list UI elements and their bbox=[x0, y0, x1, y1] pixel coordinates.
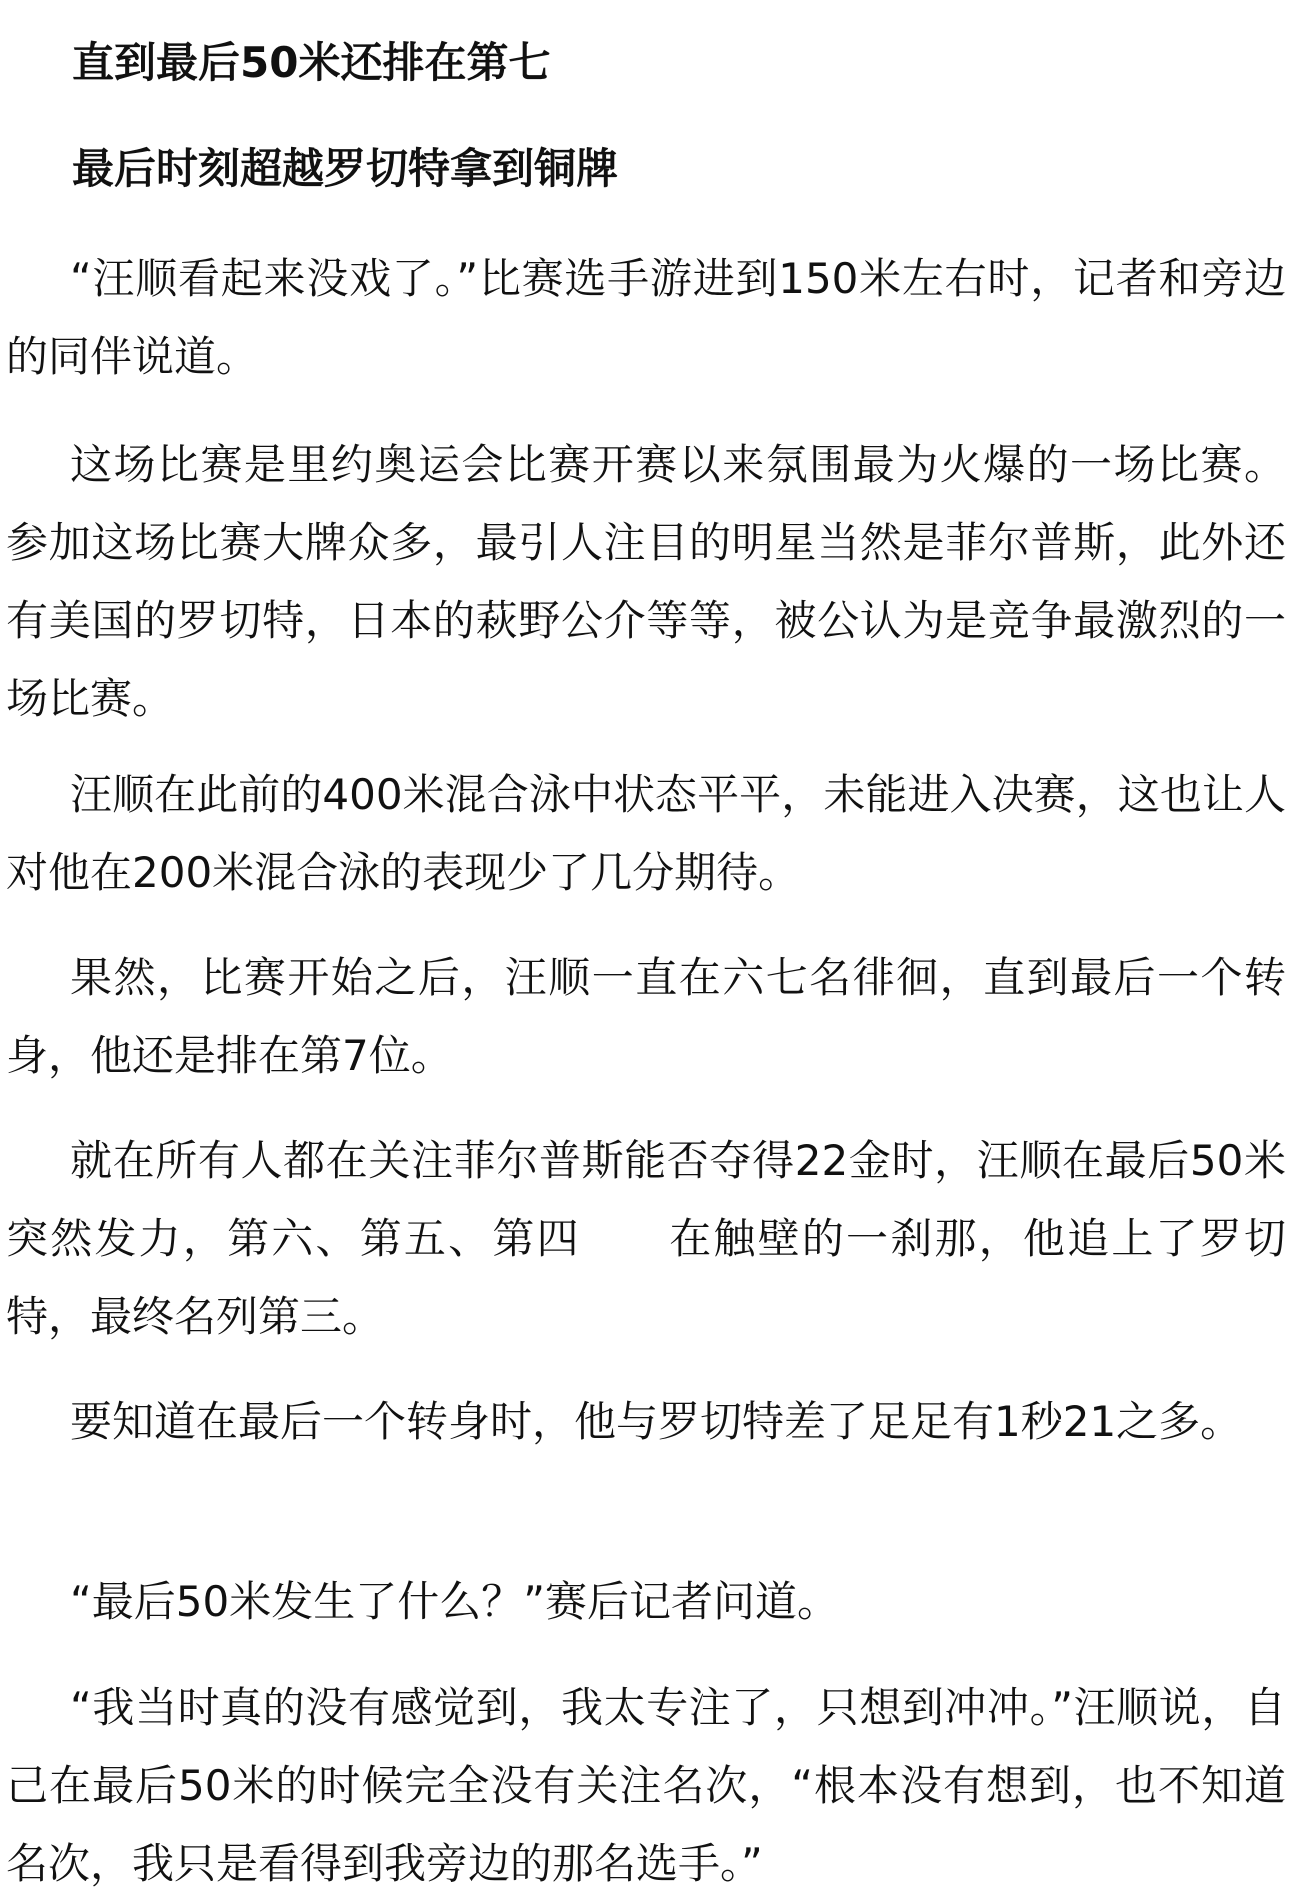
paragraph-3: 汪顺在此前的400米混合泳中状态平平，未能进入决赛，这也让人对他在200米混合泳的表现少了几分期待。 bbox=[6, 770, 1286, 897]
paragraph-8: “我当时真的没有感觉到，我太专注了，只想到冲冲。”汪顺说，自己在最后50米的时候完全没有关注名次，“根本没有想到，也不知道名次，我只是看得到我旁边的那名选手。” bbox=[6, 1683, 1286, 1888]
paragraph-7: “最后50米发生了什么？”赛后记者问道。 bbox=[70, 1577, 839, 1626]
paragraph-2: 这场比赛是里约奥运会比赛开赛以来氛围最为火爆的一场比赛。参加这场比赛大牌众多，最引人注目的明星当然是菲尔普斯，此外还有美国的罗切特，日本的萩野公介等等，被公认为是竞争最激烈的一场比赛。 bbox=[6, 440, 1286, 723]
paragraph-6: 要知道在最后一个转身时，他与罗切特差了足足有1秒21之多。 bbox=[70, 1397, 1243, 1446]
paragraph-1: “汪顺看起来没戏了。”比赛选手游进到150米左右时，记者和旁边的同伴说道。 bbox=[6, 254, 1286, 381]
section-heading-2: 最后时刻超越罗切特拿到铜牌 bbox=[72, 144, 619, 193]
paragraph-5: 就在所有人都在关注菲尔普斯能否夺得22金时，汪顺在最后50米突然发力，第六、第五、第四 在触壁的一刹那，他追上了罗切特，最终名列第三。 bbox=[6, 1136, 1286, 1341]
paragraph-4: 果然，比赛开始之后，汪顺一直在六七名徘徊，直到最后一个转身，他还是排在第7位。 bbox=[6, 953, 1286, 1080]
section-heading-1: 直到最后50米还排在第七 bbox=[72, 38, 551, 87]
